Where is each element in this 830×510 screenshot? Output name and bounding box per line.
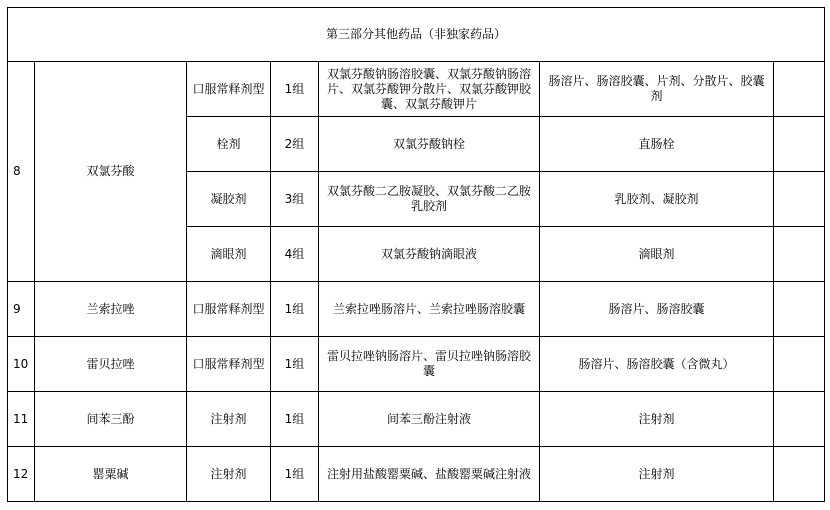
dosage-form: 口服常释剂型 bbox=[187, 337, 271, 392]
group-label: 1组 bbox=[271, 447, 319, 502]
product-list: 雷贝拉唑钠肠溶片、雷贝拉唑钠肠溶胶囊 bbox=[319, 337, 540, 392]
group-label: 4组 bbox=[271, 227, 319, 282]
included-forms: 肠溶片、肠溶胶囊、片剂、分散片、胶囊剂 bbox=[540, 62, 774, 117]
table-row bbox=[8, 62, 825, 117]
row-number: 10 bbox=[8, 337, 35, 392]
included-forms: 直肠栓 bbox=[540, 117, 774, 172]
dosage-form: 口服常释剂型 bbox=[187, 282, 271, 337]
included-forms: 滴眼剂 bbox=[540, 227, 774, 282]
note-cell bbox=[774, 172, 825, 227]
included-forms: 肠溶片、肠溶胶囊（含微丸） bbox=[540, 337, 774, 392]
dosage-form: 注射剂 bbox=[187, 392, 271, 447]
group-label: 3组 bbox=[271, 172, 319, 227]
product-list: 间苯三酚注射液 bbox=[319, 392, 540, 447]
table-row bbox=[8, 282, 825, 337]
dosage-form: 栓剂 bbox=[187, 117, 271, 172]
drug-table bbox=[7, 7, 825, 502]
table-row bbox=[8, 337, 825, 392]
note-cell bbox=[774, 117, 825, 172]
dosage-form: 凝胶剂 bbox=[187, 172, 271, 227]
group-label: 1组 bbox=[271, 337, 319, 392]
table-title: 第三部分其他药品（非独家药品） bbox=[8, 8, 825, 62]
note-cell bbox=[774, 337, 825, 392]
dosage-form: 口服常释剂型 bbox=[187, 62, 271, 117]
table-title-row bbox=[8, 8, 825, 62]
drug-name: 双氯芬酸 bbox=[35, 62, 187, 282]
included-forms: 注射剂 bbox=[540, 392, 774, 447]
included-forms: 注射剂 bbox=[540, 447, 774, 502]
included-forms: 乳胶剂、凝胶剂 bbox=[540, 172, 774, 227]
note-cell bbox=[774, 62, 825, 117]
dosage-form: 注射剂 bbox=[187, 447, 271, 502]
table-row bbox=[8, 392, 825, 447]
product-list: 双氯芬酸钠滴眼液 bbox=[319, 227, 540, 282]
note-cell bbox=[774, 282, 825, 337]
note-cell bbox=[774, 227, 825, 282]
group-label: 1组 bbox=[271, 392, 319, 447]
product-list: 兰索拉唑肠溶片、兰索拉唑肠溶胶囊 bbox=[319, 282, 540, 337]
drug-name: 间苯三酚 bbox=[35, 392, 187, 447]
drug-name: 兰索拉唑 bbox=[35, 282, 187, 337]
dosage-form: 滴眼剂 bbox=[187, 227, 271, 282]
drug-name: 雷贝拉唑 bbox=[35, 337, 187, 392]
group-label: 2组 bbox=[271, 117, 319, 172]
row-number: 8 bbox=[8, 62, 35, 282]
product-list: 双氯芬酸钠肠溶胶囊、双氯芬酸钠肠溶片、双氯芬酸钾分散片、双氯芬酸钾胶囊、双氯芬酸钾片 bbox=[319, 62, 540, 117]
product-list: 双氯芬酸二乙胺凝胶、双氯芬酸二乙胺乳胶剂 bbox=[319, 172, 540, 227]
product-list: 双氯芬酸钠栓 bbox=[319, 117, 540, 172]
row-number: 12 bbox=[8, 447, 35, 502]
included-forms: 肠溶片、肠溶胶囊 bbox=[540, 282, 774, 337]
table-row bbox=[8, 447, 825, 502]
note-cell bbox=[774, 447, 825, 502]
drug-name: 罂粟碱 bbox=[35, 447, 187, 502]
product-list: 注射用盐酸罂粟碱、盐酸罂粟碱注射液 bbox=[319, 447, 540, 502]
group-label: 1组 bbox=[271, 282, 319, 337]
row-number: 11 bbox=[8, 392, 35, 447]
group-label: 1组 bbox=[271, 62, 319, 117]
note-cell bbox=[774, 392, 825, 447]
row-number: 9 bbox=[8, 282, 35, 337]
